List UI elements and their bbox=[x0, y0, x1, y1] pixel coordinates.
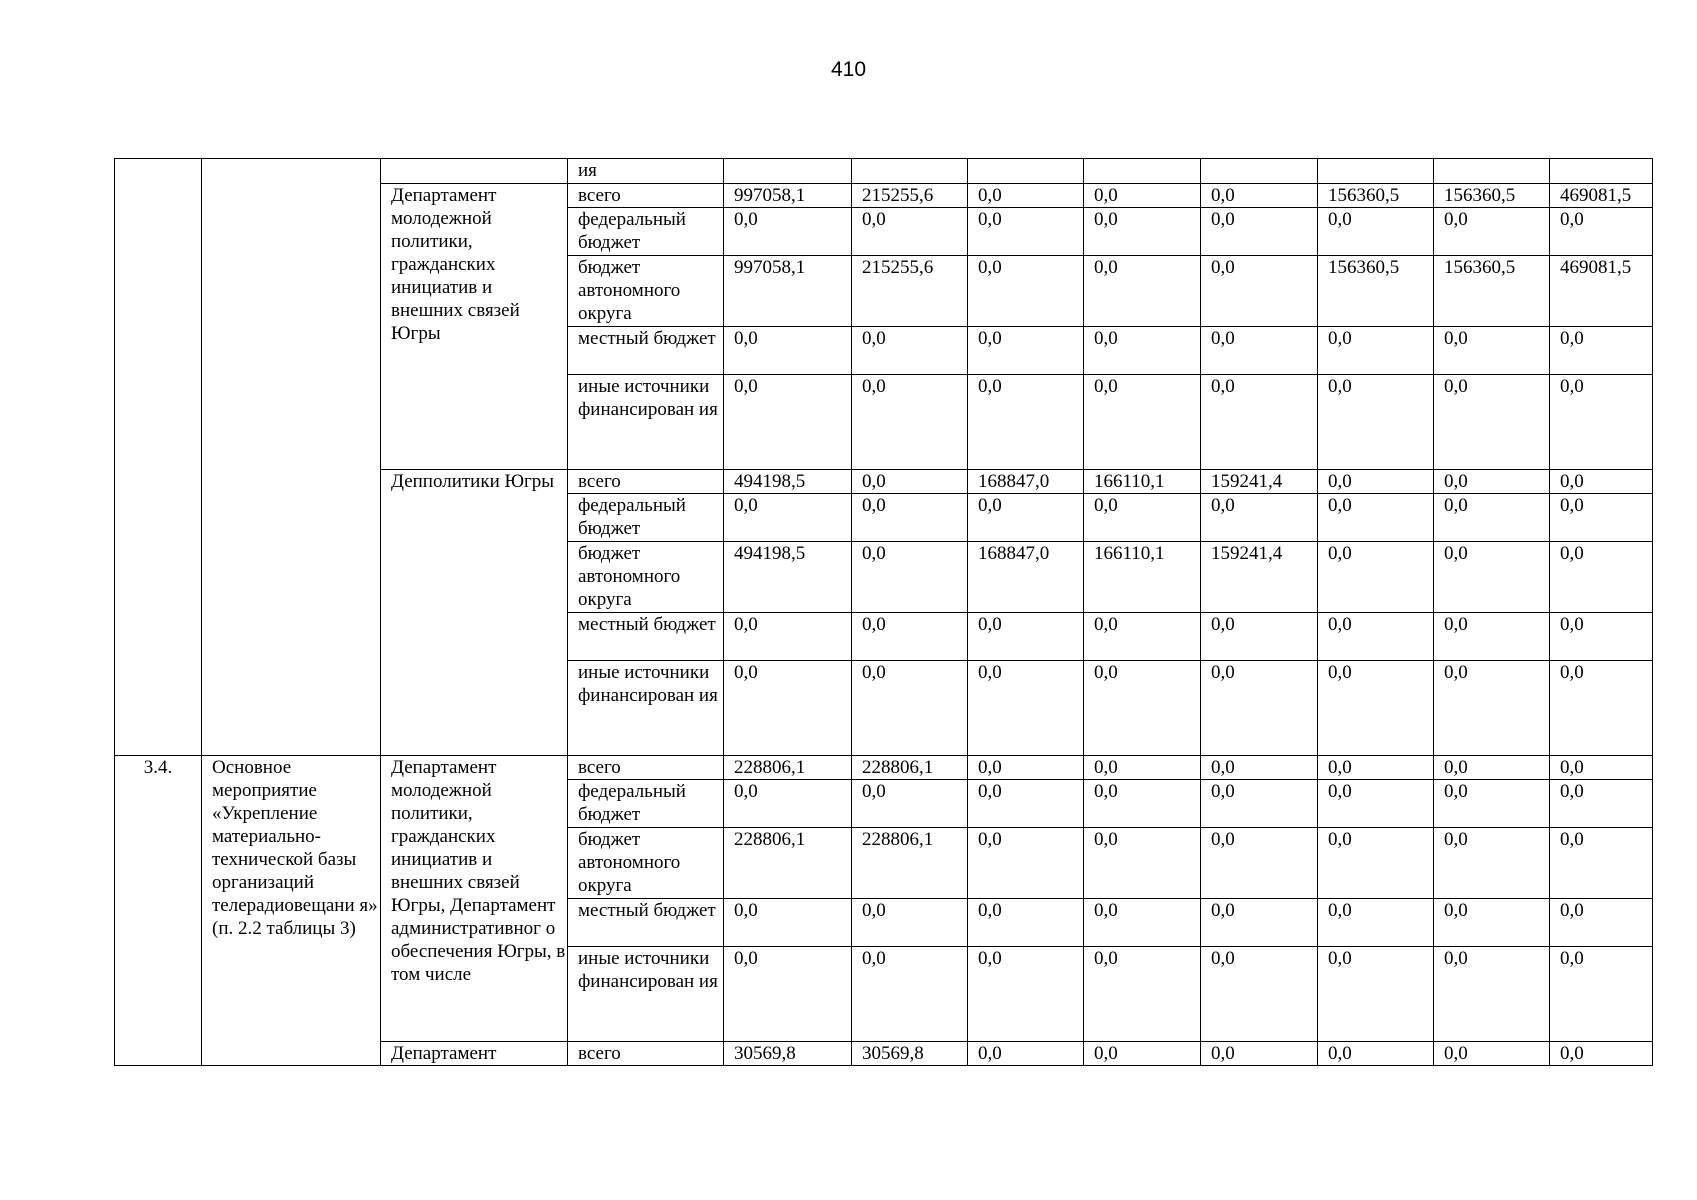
amount-cell: 0,0 bbox=[1084, 780, 1201, 828]
amount-cell: 0,0 bbox=[1550, 375, 1653, 470]
amount-cell: 228806,1 bbox=[724, 828, 852, 899]
amount-cell: 0,0 bbox=[1201, 494, 1318, 542]
amount-cell: 0,0 bbox=[1318, 327, 1434, 375]
source-cell: всего bbox=[568, 470, 724, 494]
amount-cell: 0,0 bbox=[1318, 947, 1434, 1042]
source-cell: всего bbox=[568, 184, 724, 208]
amount-cell: 166110,1 bbox=[1084, 470, 1201, 494]
amount-cell: 0,0 bbox=[968, 756, 1084, 780]
amount-cell: 0,0 bbox=[852, 494, 968, 542]
amount-cell: 0,0 bbox=[1201, 208, 1318, 256]
amount-cell: 0,0 bbox=[1550, 208, 1653, 256]
amount-cell: 156360,5 bbox=[1434, 256, 1550, 327]
amount-cell: 0,0 bbox=[852, 947, 968, 1042]
amount-cell: 0,0 bbox=[1201, 327, 1318, 375]
amount-cell: 0,0 bbox=[1201, 375, 1318, 470]
amount-cell: 0,0 bbox=[968, 613, 1084, 661]
amount-cell: 0,0 bbox=[1318, 375, 1434, 470]
source-cell: всего bbox=[568, 1042, 724, 1066]
code-cell bbox=[115, 159, 202, 756]
amount-cell bbox=[968, 159, 1084, 184]
source-cell: местный бюджет bbox=[568, 327, 724, 375]
amount-cell: 997058,1 bbox=[724, 256, 852, 327]
amount-cell: 0,0 bbox=[1201, 1042, 1318, 1066]
amount-cell: 0,0 bbox=[1434, 661, 1550, 756]
source-cell: всего bbox=[568, 756, 724, 780]
amount-cell: 0,0 bbox=[1318, 470, 1434, 494]
amount-cell: 0,0 bbox=[1434, 780, 1550, 828]
amount-cell: 0,0 bbox=[968, 947, 1084, 1042]
amount-cell: 0,0 bbox=[1201, 828, 1318, 899]
amount-cell: 0,0 bbox=[1318, 899, 1434, 947]
amount-cell: 0,0 bbox=[968, 494, 1084, 542]
amount-cell: 0,0 bbox=[724, 899, 852, 947]
amount-cell: 0,0 bbox=[1318, 542, 1434, 613]
amount-cell: 0,0 bbox=[1084, 1042, 1201, 1066]
activity-cell: Основное мероприятие «Укрепление материально-технической базы организаций телерадиовещани я» (п. 2.2 таблицы 3) bbox=[202, 756, 381, 1066]
amount-cell: 0,0 bbox=[1434, 613, 1550, 661]
amount-cell: 469081,5 bbox=[1550, 184, 1653, 208]
amount-cell: 0,0 bbox=[1550, 1042, 1653, 1066]
amount-cell: 0,0 bbox=[852, 899, 968, 947]
source-cell: федеральный бюджет bbox=[568, 780, 724, 828]
amount-cell: 0,0 bbox=[852, 542, 968, 613]
amount-cell: 0,0 bbox=[1434, 947, 1550, 1042]
amount-cell: 0,0 bbox=[1550, 494, 1653, 542]
amount-cell: 0,0 bbox=[1084, 661, 1201, 756]
amount-cell bbox=[1201, 159, 1318, 184]
amount-cell: 0,0 bbox=[968, 828, 1084, 899]
amount-cell: 0,0 bbox=[852, 375, 968, 470]
source-cell: федеральный бюджет bbox=[568, 494, 724, 542]
amount-cell: 0,0 bbox=[1318, 828, 1434, 899]
source-cell: местный бюджет bbox=[568, 899, 724, 947]
amount-cell bbox=[724, 159, 852, 184]
amount-cell: 0,0 bbox=[1434, 470, 1550, 494]
amount-cell: 494198,5 bbox=[724, 470, 852, 494]
amount-cell: 0,0 bbox=[1084, 208, 1201, 256]
amount-cell: 0,0 bbox=[968, 208, 1084, 256]
source-cell: бюджет автономного округа bbox=[568, 828, 724, 899]
amount-cell: 0,0 bbox=[1318, 613, 1434, 661]
amount-cell: 0,0 bbox=[1434, 375, 1550, 470]
amount-cell: 156360,5 bbox=[1318, 184, 1434, 208]
amount-cell: 0,0 bbox=[1084, 184, 1201, 208]
amount-cell bbox=[1318, 159, 1434, 184]
amount-cell: 30569,8 bbox=[852, 1042, 968, 1066]
amount-cell: 0,0 bbox=[1550, 470, 1653, 494]
amount-cell: 0,0 bbox=[1084, 947, 1201, 1042]
amount-cell: 0,0 bbox=[1201, 899, 1318, 947]
amount-cell: 159241,4 bbox=[1201, 470, 1318, 494]
amount-cell: 0,0 bbox=[1201, 947, 1318, 1042]
amount-cell: 159241,4 bbox=[1201, 542, 1318, 613]
amount-cell: 0,0 bbox=[968, 375, 1084, 470]
amount-cell: 469081,5 bbox=[1550, 256, 1653, 327]
amount-cell: 0,0 bbox=[1434, 1042, 1550, 1066]
amount-cell: 0,0 bbox=[724, 494, 852, 542]
activity-cell bbox=[202, 159, 381, 756]
amount-cell: 0,0 bbox=[724, 613, 852, 661]
amount-cell: 0,0 bbox=[1201, 613, 1318, 661]
amount-cell: 0,0 bbox=[1201, 756, 1318, 780]
amount-cell: 0,0 bbox=[1084, 375, 1201, 470]
source-cell: бюджет автономного округа bbox=[568, 542, 724, 613]
amount-cell: 0,0 bbox=[1550, 828, 1653, 899]
amount-cell: 0,0 bbox=[1201, 256, 1318, 327]
source-cell: бюджет автономного округа bbox=[568, 256, 724, 327]
amount-cell: 228806,1 bbox=[724, 756, 852, 780]
source-cell: федеральный бюджет bbox=[568, 208, 724, 256]
table-row bbox=[115, 159, 1653, 184]
amount-cell: 0,0 bbox=[852, 327, 968, 375]
amount-cell: 0,0 bbox=[1550, 661, 1653, 756]
amount-cell: 0,0 bbox=[852, 780, 968, 828]
amount-cell: 156360,5 bbox=[1434, 184, 1550, 208]
amount-cell: 0,0 bbox=[724, 208, 852, 256]
amount-cell: 0,0 bbox=[1434, 327, 1550, 375]
source-cell: ия bbox=[568, 159, 724, 184]
amount-cell: 0,0 bbox=[1318, 494, 1434, 542]
amount-cell: 0,0 bbox=[1084, 613, 1201, 661]
amount-cell: 166110,1 bbox=[1084, 542, 1201, 613]
amount-cell: 494198,5 bbox=[724, 542, 852, 613]
amount-cell: 0,0 bbox=[724, 947, 852, 1042]
amount-cell: 0,0 bbox=[852, 208, 968, 256]
amount-cell: 0,0 bbox=[1201, 661, 1318, 756]
amount-cell: 168847,0 bbox=[968, 542, 1084, 613]
amount-cell: 0,0 bbox=[1550, 542, 1653, 613]
amount-cell: 0,0 bbox=[968, 661, 1084, 756]
amount-cell: 0,0 bbox=[1550, 756, 1653, 780]
amount-cell: 0,0 bbox=[724, 327, 852, 375]
amount-cell: 0,0 bbox=[1434, 828, 1550, 899]
amount-cell: 0,0 bbox=[1434, 542, 1550, 613]
amount-cell: 0,0 bbox=[1550, 613, 1653, 661]
amount-cell: 0,0 bbox=[1434, 494, 1550, 542]
amount-cell: 0,0 bbox=[1084, 256, 1201, 327]
amount-cell: 997058,1 bbox=[724, 184, 852, 208]
amount-cell bbox=[1550, 159, 1653, 184]
amount-cell: 0,0 bbox=[968, 327, 1084, 375]
financing-table bbox=[114, 158, 1653, 1066]
amount-cell: 0,0 bbox=[968, 1042, 1084, 1066]
amount-cell: 0,0 bbox=[1318, 1042, 1434, 1066]
source-cell: иные источники финансирован ия bbox=[568, 947, 724, 1042]
amount-cell: 0,0 bbox=[1201, 184, 1318, 208]
amount-cell: 0,0 bbox=[724, 661, 852, 756]
amount-cell: 0,0 bbox=[724, 780, 852, 828]
table-row bbox=[115, 756, 1653, 780]
amount-cell: 0,0 bbox=[852, 470, 968, 494]
amount-cell: 0,0 bbox=[1201, 780, 1318, 828]
amount-cell: 215255,6 bbox=[852, 184, 968, 208]
amount-cell: 0,0 bbox=[1318, 780, 1434, 828]
amount-cell bbox=[852, 159, 968, 184]
amount-cell: 0,0 bbox=[1550, 899, 1653, 947]
amount-cell: 0,0 bbox=[1550, 947, 1653, 1042]
amount-cell: 0,0 bbox=[852, 661, 968, 756]
source-cell: иные источники финансирован ия bbox=[568, 661, 724, 756]
amount-cell bbox=[1434, 159, 1550, 184]
amount-cell bbox=[1084, 159, 1201, 184]
executor-cell: Департамент bbox=[381, 1042, 568, 1066]
amount-cell: 228806,1 bbox=[852, 828, 968, 899]
amount-cell: 0,0 bbox=[724, 375, 852, 470]
amount-cell: 0,0 bbox=[1550, 780, 1653, 828]
amount-cell: 0,0 bbox=[1084, 756, 1201, 780]
amount-cell: 0,0 bbox=[1318, 756, 1434, 780]
amount-cell: 0,0 bbox=[1434, 899, 1550, 947]
amount-cell: 0,0 bbox=[1434, 208, 1550, 256]
executor-cell: Депполитики Югры bbox=[381, 470, 568, 756]
amount-cell: 30569,8 bbox=[724, 1042, 852, 1066]
amount-cell: 0,0 bbox=[852, 613, 968, 661]
amount-cell: 215255,6 bbox=[852, 256, 968, 327]
amount-cell: 0,0 bbox=[1318, 661, 1434, 756]
amount-cell: 0,0 bbox=[1084, 899, 1201, 947]
amount-cell: 0,0 bbox=[1550, 327, 1653, 375]
source-cell: местный бюджет bbox=[568, 613, 724, 661]
executor-cell: Департамент молодежной политики, гражданских инициатив и внешних связей Югры, Департамент административног о обеспечения Югры, в том числе bbox=[381, 756, 568, 1042]
amount-cell: 0,0 bbox=[1084, 494, 1201, 542]
source-cell: иные источники финансирован ия bbox=[568, 375, 724, 470]
executor-cell: Департамент молодежной политики, гражданских инициатив и внешних связей Югры bbox=[381, 184, 568, 470]
amount-cell: 156360,5 bbox=[1318, 256, 1434, 327]
amount-cell: 228806,1 bbox=[852, 756, 968, 780]
amount-cell: 0,0 bbox=[968, 184, 1084, 208]
amount-cell: 0,0 bbox=[1318, 208, 1434, 256]
amount-cell: 0,0 bbox=[1434, 756, 1550, 780]
page-number: 410 bbox=[830, 58, 867, 81]
amount-cell: 0,0 bbox=[1084, 828, 1201, 899]
code-cell: 3.4. bbox=[115, 756, 202, 1066]
executor-cell bbox=[381, 159, 568, 184]
amount-cell: 0,0 bbox=[968, 256, 1084, 327]
amount-cell: 0,0 bbox=[1084, 327, 1201, 375]
amount-cell: 168847,0 bbox=[968, 470, 1084, 494]
amount-cell: 0,0 bbox=[968, 899, 1084, 947]
amount-cell: 0,0 bbox=[968, 780, 1084, 828]
